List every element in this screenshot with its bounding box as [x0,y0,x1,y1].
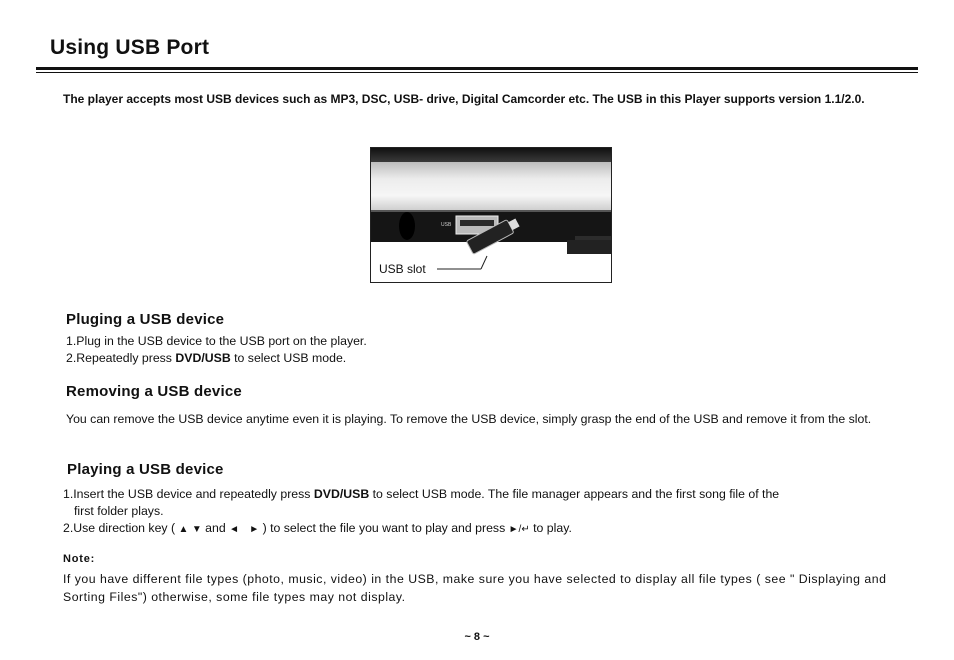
page-number: ~ 8 ~ [464,631,490,643]
plugging-heading: Pluging a USB device [66,311,225,328]
plugging-step-1: 1.Plug in the USB device to the USB port on the player. [66,334,367,348]
usb-slot-caption: USB slot [379,262,426,276]
plugging-step-2-suffix: to select USB mode. [230,351,347,365]
plugging-steps [66,333,367,367]
note-text: If you have different file types (photo, music, video) in the USB, make sure you have selected to display all file types ( see " Displaying and Sorting Files") otherwise, some file types may not display. [63,572,887,604]
playing-step-1-suffix: to select USB mode. The file manager appears and the first song file of the [369,487,780,501]
plugging-step-2 [66,350,367,367]
playing-step-2-d: to play. [529,521,572,535]
arrow-up-icon: ▲ [178,524,189,535]
title-rule-thin [36,72,918,73]
removing-heading: Removing a USB device [66,383,242,400]
usb-port-label: USB [441,222,452,228]
playing-step-2-b: and [201,521,230,535]
intro-text: The player accepts most USB devices such as MP3, DSC, USB- drive, Digital Camcorder etc. The USB in this Player supports version 1.1/2.0. [63,92,865,106]
plugging-step-2-prefix: 2.Repeatedly press [66,351,176,365]
dvd-usb-key-label: DVD/USB [175,351,231,365]
playing-step-1-prefix: 1.Insert the USB device and repeatedly press [63,487,314,501]
dvd-usb-key-label: DVD/USB [313,487,370,501]
page-title: Using USB Port [50,36,210,59]
removing-text: You can remove the USB device anytime even it is playing. To remove the USB device, simply grasp the end of the USB and remove it from the slot. [66,412,872,426]
usb-port-figure [370,147,612,283]
playing-step-1 [63,486,913,503]
playing-steps [63,486,913,538]
arrow-left-icon: ◄ [229,524,239,535]
playing-step-2 [63,520,913,538]
playing-step-2-a: 2.Use direction key ( [63,521,179,535]
playing-step-2-c: ) to select the file you want to play and press [259,521,509,535]
note-label: Note: [63,553,96,565]
arrow-down-icon: ▼ [191,524,202,535]
playing-step-1-continued: first folder plays. [74,504,164,518]
title-rule-thick [36,67,918,70]
playing-heading: Playing a USB device [67,461,224,478]
arrow-right-icon: ► [249,524,260,535]
play-enter-icon: ►/↵ [508,524,530,535]
